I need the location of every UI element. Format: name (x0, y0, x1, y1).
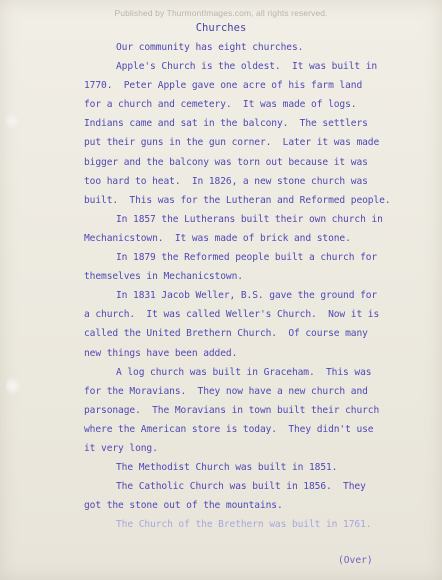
text-line: too hard to heat. In 1826, a new stone church was (84, 175, 368, 187)
text-line: for a church and cemetery. It was made of logs. (84, 99, 357, 111)
text-line: Mechanicstown. It was made of brick and stone. (84, 232, 351, 244)
text-line: In 1857 the Lutherans built their own church in (116, 213, 383, 225)
text-line: parsonage. The Moravians in town built their church (84, 404, 380, 416)
text-line: built. This was for the Lutheran and Reformed people. (84, 194, 391, 206)
text-line: new things have been added. (84, 347, 238, 359)
text-line: In 1879 the Reformed people built a church for (116, 252, 378, 264)
text-line: The Church of the Brethern was built in 1761. (116, 519, 372, 531)
text-line: bigger and the balcony was torn out because it was (84, 156, 368, 168)
text-line: The Catholic Church was built in 1856. They (116, 481, 366, 493)
text-line: A log church was built in Graceham. This was (116, 366, 372, 378)
text-line: themselves in Mechanicstown. (84, 271, 243, 283)
text-line: In 1831 Jacob Weller, B.S. gave the ground for (116, 290, 378, 302)
text-line: 1770. Peter Apple gave one acre of his farm land (84, 80, 363, 92)
text-line: for the Moravians. They now have a new church and (84, 385, 368, 397)
paper-hole (6, 112, 20, 130)
document-body (84, 38, 424, 534)
text-line: The Methodist Church was built in 1851. (116, 462, 338, 474)
over-note: (Over) (338, 555, 373, 566)
text-line: it very long. (84, 442, 158, 454)
paper-hole (6, 377, 20, 395)
page-title: Churches (195, 22, 247, 34)
watermark: Published by ThurmontImages.com, all rights reserved. (114, 8, 328, 18)
text-line: a church. It was called Weller's Church. Now it is (84, 309, 380, 321)
text-line: Apple's Church is the oldest. It was built in (116, 61, 378, 73)
text-line: got the stone out of the mountains. (84, 500, 283, 512)
text-line: Indians came and sat in the balcony. The settlers (84, 118, 368, 130)
text-line: Our community has eight churches. (116, 42, 304, 53)
text-line: put their guns in the gun corner. Later it was made (84, 137, 380, 149)
text-line: where the American store is today. They didn't use (84, 423, 374, 435)
text-line: called the United Brethern Church. Of course many (84, 328, 368, 340)
